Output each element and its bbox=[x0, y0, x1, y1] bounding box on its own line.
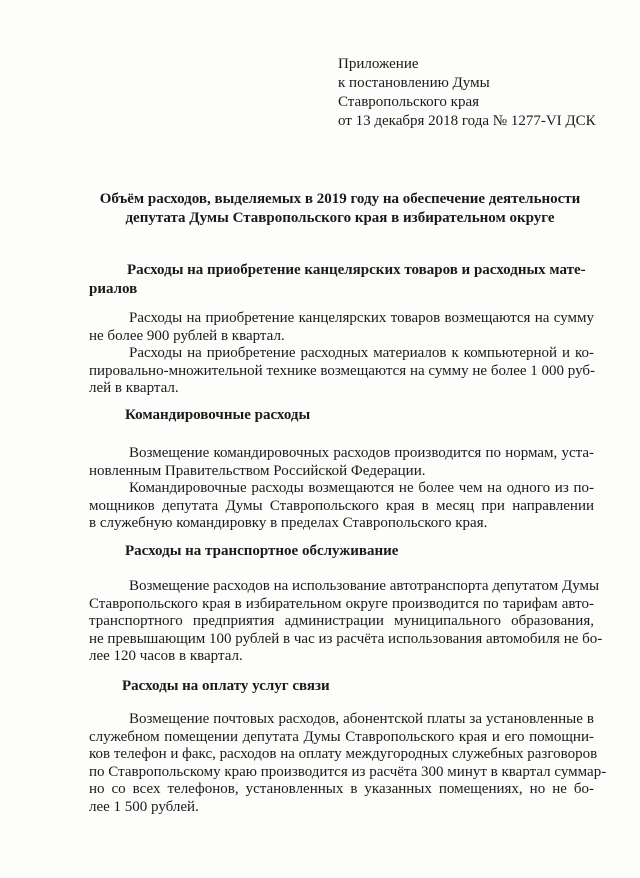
heading-line-1: Расходы на приобретение канцелярских товаров и расходных мате- bbox=[127, 262, 586, 278]
paragraph-line: пировально-множительной технике возмещаются на сумму не более 1 000 руб- bbox=[89, 362, 596, 379]
appendix-line-3: Ставропольского края bbox=[338, 94, 479, 110]
paragraph-line: не превышающим 100 рублей в час из расчёта использования автомобиля не бо- bbox=[89, 630, 603, 647]
paragraph-line: лее 1 500 рублей. bbox=[89, 798, 199, 815]
title-line-2: депутата Думы Ставропольского края в избирательном округе bbox=[125, 210, 555, 226]
paragraph-line: Возмещение почтовых расходов, абонентской платы за установленные в bbox=[129, 711, 594, 727]
appendix-line-4: от 13 декабря 2018 года № 1277-VI ДСК bbox=[338, 113, 596, 129]
section-heading-communication: Расходы на оплату услуг связи bbox=[122, 678, 330, 694]
paragraph-line: не более 900 рублей в квартал. bbox=[89, 327, 285, 344]
paragraph-line: Расходы на приобретение канцелярских товаров возмещаются на сумму bbox=[129, 310, 594, 326]
paragraph-travel-1 bbox=[89, 445, 594, 480]
paragraph-travel-2 bbox=[89, 480, 594, 533]
appendix-line-1: Приложение bbox=[338, 56, 419, 72]
paragraph-line: Ставропольского края в избирательном округе производится по тарифам авто- bbox=[89, 595, 594, 612]
paragraph-line: но со всех телефонов, установленных в указанных помещениях, но не бо- bbox=[89, 781, 594, 797]
paragraph-line: лей в квартал. bbox=[89, 380, 179, 396]
appendix-line-2: к постановлению Думы bbox=[338, 75, 490, 91]
section-heading-transport: Расходы на транспортное обслуживание bbox=[125, 543, 399, 559]
paragraph-line: по Ставропольскому краю производится из расчёта 300 минут в квартал суммар- bbox=[89, 763, 607, 780]
paragraph-line: лее 120 часов в квартал. bbox=[89, 648, 243, 664]
paragraph-communication-1 bbox=[89, 711, 607, 816]
paragraph-line: в служебную командировку в пределах Ставропольского края. bbox=[89, 515, 488, 531]
paragraph-line: Расходы на приобретение расходных материалов к компьютерной и ко- bbox=[129, 345, 594, 361]
title-line-1: Объём расходов, выделяемых в 2019 году на обеспечение деятельности bbox=[99, 191, 581, 207]
paragraph-line: Командировочные расходы возмещаются не более чем на одного из по- bbox=[129, 480, 594, 496]
appendix-header bbox=[338, 55, 628, 131]
section-heading-travel: Командировочные расходы bbox=[125, 407, 311, 423]
paragraph-line: служебном помещении депутата Думы Ставропольского края и его помощни- bbox=[89, 728, 594, 745]
paragraph-stationery-1 bbox=[89, 310, 594, 345]
paragraph-line: ков телефон и факс, расходов на оплату междугородных служебных разговоров bbox=[89, 746, 598, 762]
paragraph-line: Возмещение расходов на использование автотранспорта депутатом Думы bbox=[129, 578, 600, 594]
paragraph-line: мощников депутата Думы Ставропольского края в месяц при направлении bbox=[89, 497, 594, 514]
paragraph-transport-1 bbox=[89, 578, 603, 666]
paragraph-line: Возмещение командировочных расходов производится по нормам, уста- bbox=[129, 445, 594, 461]
paragraph-stationery-2 bbox=[89, 345, 594, 398]
section-heading-stationery bbox=[89, 261, 597, 299]
paragraph-line: транспортного предприятия администрации муниципального образования, bbox=[89, 613, 594, 629]
heading-line-2: риалов bbox=[89, 281, 138, 297]
document-title bbox=[80, 190, 600, 228]
paragraph-line: новленным Правительством Российской Федерации. bbox=[89, 462, 426, 479]
